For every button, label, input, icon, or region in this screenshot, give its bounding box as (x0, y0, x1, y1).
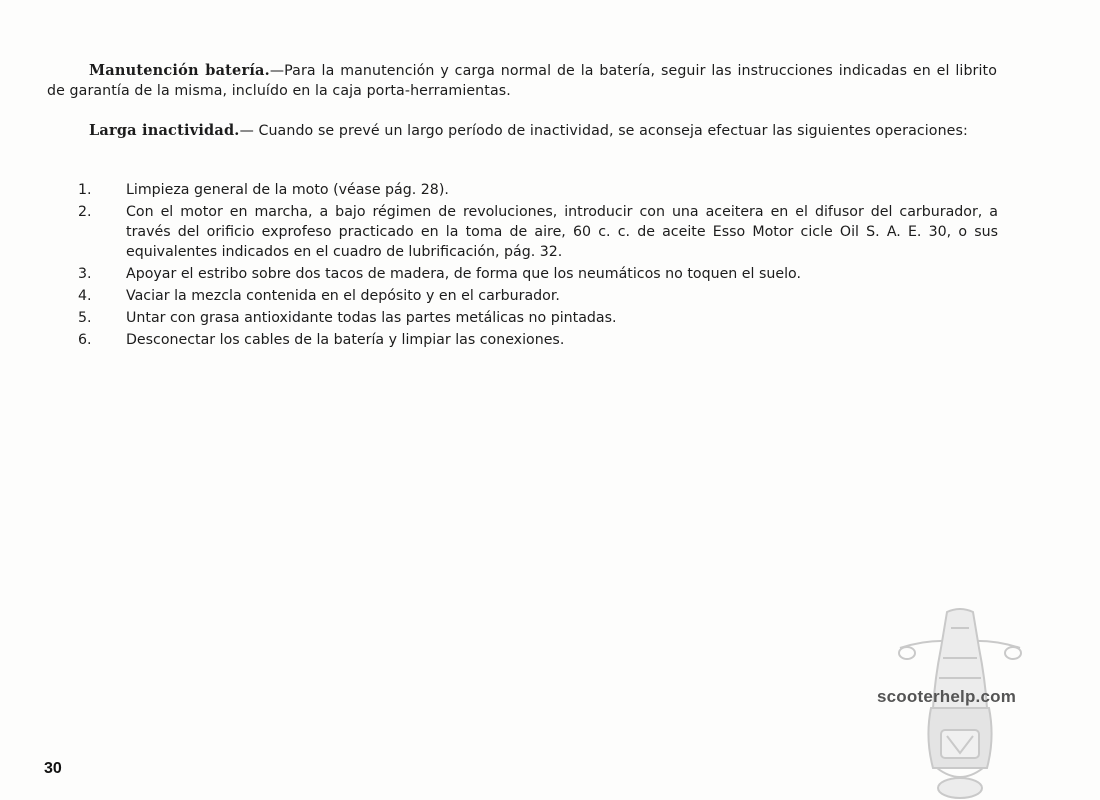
step-number: 3. (78, 266, 92, 282)
step-number: 5. (78, 310, 92, 326)
step-number: 1. (78, 182, 92, 198)
list-item (78, 286, 998, 306)
battery-maintenance-heading: Manutención batería. (89, 62, 270, 79)
battery-maintenance-paragraph (47, 61, 997, 101)
battery-maintenance-text: —Para la manutención y carga normal de la batería, seguir las instrucciones indicadas en el librito de garantía de la misma, incluído en la caja porta-herramientas. (47, 63, 997, 99)
steps-list (78, 180, 998, 352)
list-item (78, 202, 998, 262)
step-number: 6. (78, 332, 92, 348)
list-item (78, 180, 998, 200)
step-text: Limpieza general de la moto (véase pág. 28). (126, 182, 449, 198)
watermark-text: scooterhelp.com (877, 687, 1017, 706)
long-inactivity-text: — Cuando se prevé un largo período de inactividad, se aconseja efectuar las siguientes operaciones: (239, 123, 968, 139)
step-text: Vaciar la mezcla contenida en el depósito y en el carburador. (126, 288, 560, 304)
list-item (78, 264, 998, 284)
long-inactivity-paragraph (47, 121, 997, 141)
page-number: 30 (44, 760, 62, 777)
step-text: Untar con grasa antioxidante todas las partes metálicas no pintadas. (126, 310, 617, 326)
step-text: Desconectar los cables de la batería y limpiar las conexiones. (126, 332, 565, 348)
long-inactivity-heading: Larga inactividad. (89, 122, 240, 139)
step-number: 2. (78, 204, 92, 220)
step-text: Con el motor en marcha, a bajo régimen de revoluciones, introducir con una aceitera en el difusor del carburador, a través del orificio exprofeso practicado en la toma de aire, 60 c. c. de aceite Esso Motor cicle Oil S. A. E. 30, o sus equivalentes indicados en el cuadro de lubrificación, pág. 32. (126, 204, 998, 260)
list-item (78, 308, 998, 328)
step-number: 4. (78, 288, 92, 304)
step-text: Apoyar el estribo sobre dos tacos de madera, de forma que los neumáticos no toquen el suelo. (126, 266, 801, 282)
list-item (78, 330, 998, 350)
